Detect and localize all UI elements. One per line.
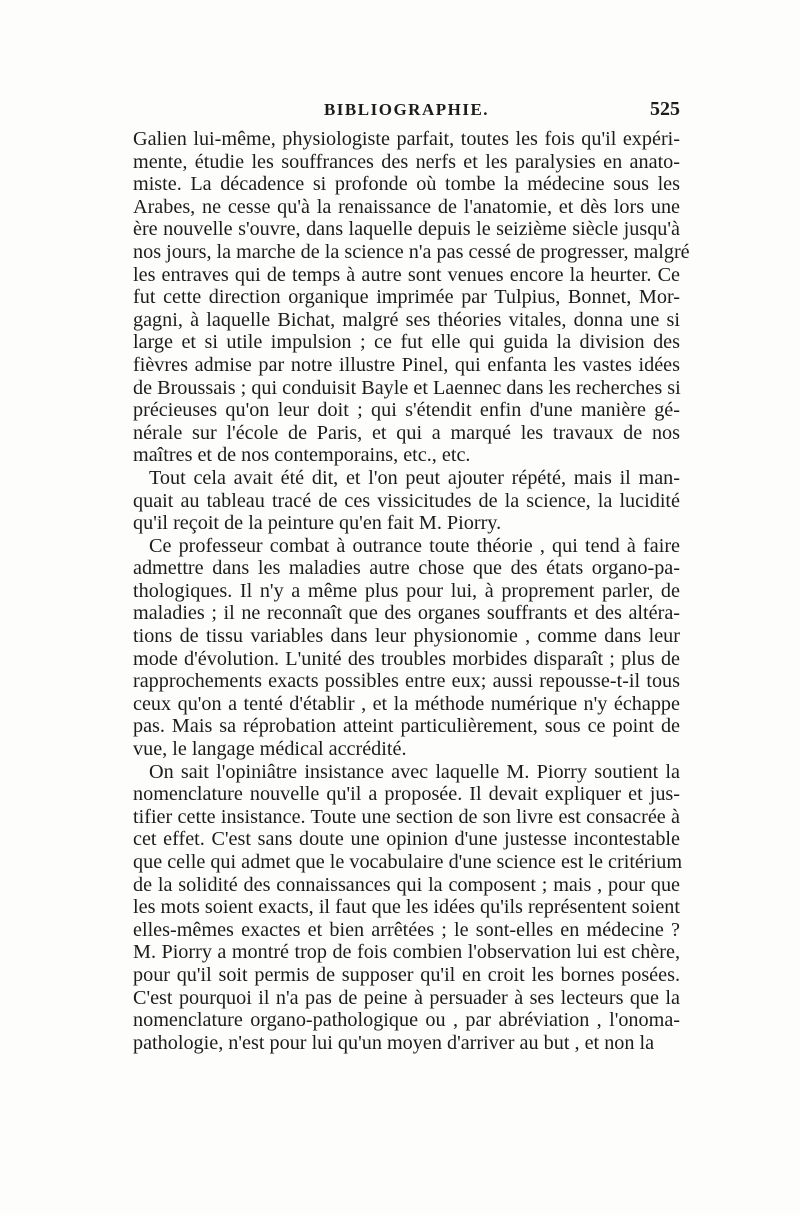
text-line: tifier cette insistance. Toute une section de son livre est consacrée à xyxy=(133,805,680,828)
page-number: 525 xyxy=(650,98,680,120)
page-header xyxy=(133,98,680,128)
paragraph xyxy=(133,760,683,1055)
text-line: quait au tableau tracé de ces vissicitudes de la science, la lucidité xyxy=(133,489,680,512)
text-line: de Broussais ; qui conduisit Bayle et Laennec dans les recherches si xyxy=(133,376,681,399)
text-line: pas. Mais sa réprobation atteint particulièrement, sous ce point de xyxy=(133,715,680,738)
text-line: les entraves qui de temps à autre sont venues encore la heurter. Ce xyxy=(133,263,680,286)
text-line: tions de tissu variables dans leur physionomie , comme dans leur xyxy=(133,625,680,648)
text-line: miste. La décadence si profonde où tombe la médecine sous les xyxy=(133,173,680,196)
paragraph xyxy=(133,535,680,761)
text-line: Tout cela avait été dit, et l'on peut ajouter répété, mais il man- xyxy=(149,466,680,489)
text-line: les mots soient exacts, il faut que les idées qu'ils représentent soient xyxy=(133,896,680,919)
text-line: maladies ; il ne reconnaît que des organes souffrants et des altéra- xyxy=(133,602,680,625)
text-line: ère nouvelle s'ouvre, dans laquelle depuis le seizième siècle jusqu'à xyxy=(133,218,680,241)
text-line: nos jours, la marche de la science n'a pas cessé de progresser, malgré xyxy=(133,240,690,263)
text-line: précieuses qu'on leur doit ; qui s'étendit enfin d'une manière gé- xyxy=(133,399,680,422)
text-line: Ce professeur combat à outrance toute théorie , qui tend à faire xyxy=(149,534,680,557)
running-title: BIBLIOGRAPHIE. xyxy=(323,100,490,119)
text-line: pathologie, n'est pour lui qu'un moyen d'arriver au but , et non la xyxy=(133,1031,655,1054)
text-line: fièvres admise par notre illustre Pinel, qui enfanta les vastes idées xyxy=(133,353,680,376)
text-line: rapprochements exacts possibles entre eux; aussi repousse-t-il tous xyxy=(133,670,680,693)
text-line: gagni, à laquelle Bichat, malgré ses théories vitales, donna une si xyxy=(133,308,680,331)
text-line: mode d'évolution. L'unité des troubles morbides disparaît ; plus de xyxy=(133,647,680,670)
text-line: mente, étudie les souffrances des nerfs et les paralysies en anato- xyxy=(133,150,680,173)
text-line: vue, le langage médical accrédité. xyxy=(133,738,407,761)
text-line: C'est pourquoi il n'a pas de peine à persuader à ses lecteurs que la xyxy=(133,986,680,1009)
text-line: qu'il reçoit de la peinture qu'en fait M. Piorry. xyxy=(133,512,502,535)
text-line: ceux qu'on a tenté d'établir , et la méthode numérique n'y échappe xyxy=(133,692,680,715)
paragraph xyxy=(133,467,680,535)
text-line: Arabes, ne cesse qu'à la renaissance de l'anatomie, et dès lors une xyxy=(133,195,680,218)
text-line: de la solidité des connaissances qui la composent ; mais , pour que xyxy=(133,873,680,896)
text-line: thologiques. Il n'y a même plus pour lui, à proprement parler, de xyxy=(133,579,680,602)
text-line: nérale sur l'école de Paris, et qui a marqué les travaux de nos xyxy=(133,421,680,444)
text-line: fut cette direction organique imprimée par Tulpius, Bonnet, Mor- xyxy=(133,286,680,309)
body-text xyxy=(133,128,690,1054)
paragraph xyxy=(133,128,690,467)
text-line: Galien lui-même, physiologiste parfait, toutes les fois qu'il expéri- xyxy=(133,128,680,150)
text-line: nomenclature nouvelle qu'il a proposée. Il devait expliquer et jus- xyxy=(133,783,680,806)
text-line: admettre dans les maladies autre chose que des états organo-pa- xyxy=(133,557,680,580)
text-line: nomenclature organo-pathologique ou , par abréviation , l'onoma- xyxy=(133,1009,680,1032)
text-line: pour qu'il soit permis de supposer qu'il en croit les bornes posées. xyxy=(133,963,680,986)
text-line: que celle qui admet que le vocabulaire d'une science est le critérium xyxy=(133,851,683,873)
text-line: maîtres et de nos contemporains, etc., etc. xyxy=(133,444,471,467)
text-line: elles-mêmes exactes et bien arrêtées ; le sont-elles en médecine ? xyxy=(133,918,680,941)
text-line: On sait l'opiniâtre insistance avec laquelle M. Piorry soutient la xyxy=(149,760,680,783)
text-line: large et si utile impulsion ; ce fut elle qui guida la division des xyxy=(133,331,680,354)
text-line: M. Piorry a montré trop de fois combien l'observation lui est chère, xyxy=(133,941,680,964)
text-line: cet effet. C'est sans doute une opinion d'une justesse incontestable xyxy=(133,828,680,851)
